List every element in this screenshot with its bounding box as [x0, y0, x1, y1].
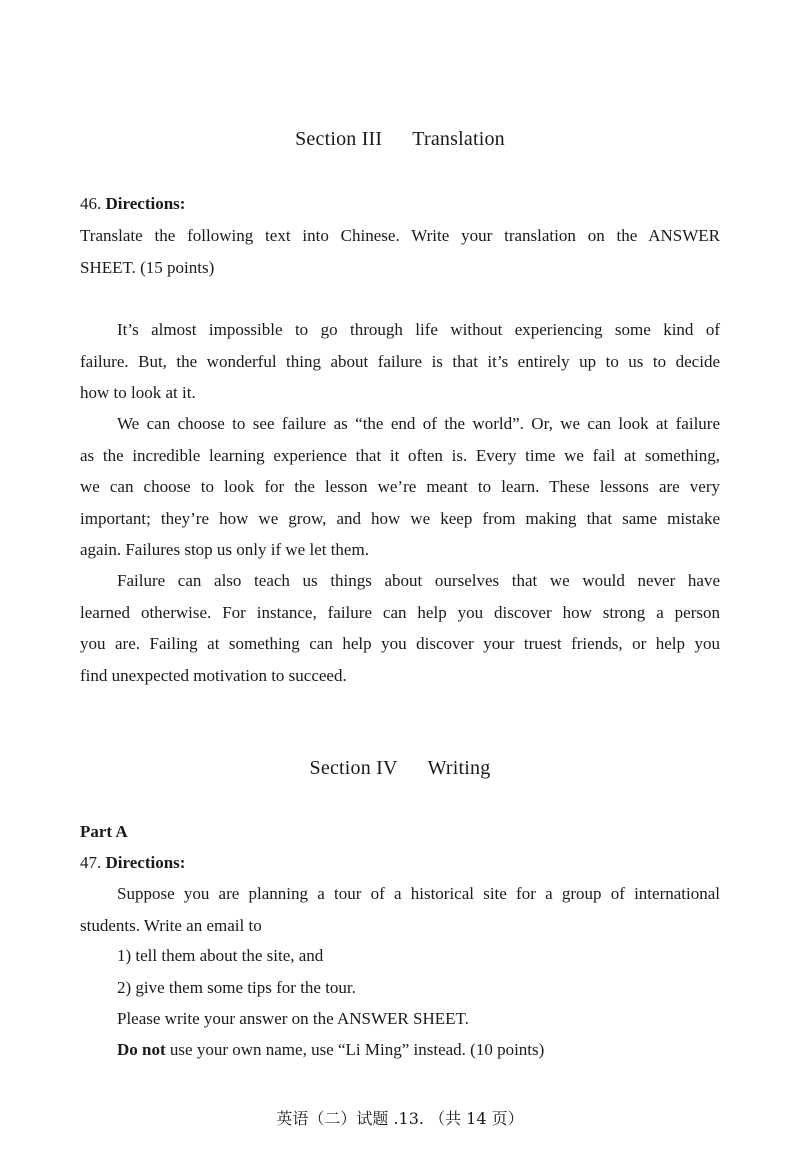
- section-3-number: Section III: [295, 128, 383, 150]
- passage-line: as the incredible learning experience that it often is. Every time we fail at something,: [80, 446, 720, 465]
- section-4-heading: [0, 757, 800, 780]
- q47-line: students. Write an email to: [80, 916, 262, 935]
- q47-final-instruction: Do not use your own name, use “Li Ming” instead. (10 points): [117, 1040, 545, 1059]
- q47-directions-label: Directions:: [105, 853, 186, 872]
- q46-directions-heading: [80, 194, 720, 214]
- part-a-heading: Part A: [80, 822, 128, 841]
- q47-directions-heading: [80, 853, 720, 873]
- passage-line: Failure can also teach us things about ourselves that we would never have: [117, 571, 720, 590]
- passage-line: failure. But, the wonderful thing about failure is that it’s entirely up to us to decide: [80, 352, 720, 371]
- q46-instruction-line: Translate the following text into Chinese. Write your translation on the ANSWER: [80, 226, 720, 245]
- section-4-title: Writing: [427, 757, 491, 779]
- passage-line: We can choose to see failure as “the end of the world”. Or, we can look at failure: [117, 414, 720, 433]
- q47-line: Suppose you are planning a tour of a historical site for a group of international: [117, 884, 720, 903]
- passage-line: we can choose to look for the lesson we’re meant to learn. These lessons are very: [80, 477, 720, 496]
- q46-number: 46.: [80, 194, 102, 213]
- q47-line: Please write your answer on the ANSWER SHEET.: [117, 1009, 469, 1028]
- passage-line: important; they’re how we grow, and how we keep from making that same mistake: [80, 509, 720, 528]
- passage-line: how to look at it.: [80, 383, 196, 402]
- section-3-heading: [0, 128, 800, 151]
- q47-number: 47.: [80, 853, 102, 872]
- q47-task-item: 1) tell them about the site, and: [117, 946, 324, 965]
- passage-line: again. Failures stop us only if we let them.: [80, 540, 369, 559]
- q46-directions-label: Directions:: [105, 194, 186, 213]
- q47-task-item: 2) give them some tips for the tour.: [117, 978, 356, 997]
- passage-line: learned otherwise. For instance, failure can help you discover how strong a person: [80, 603, 720, 622]
- passage-line: you are. Failing at something can help you discover your truest friends, or help you: [80, 634, 720, 653]
- section-4-number: Section IV: [309, 757, 398, 779]
- page-footer: 英语（二）试题 .13. （共 14 页）: [276, 1109, 524, 1128]
- section-3-title: Translation: [412, 128, 505, 150]
- passage-line: find unexpected motivation to succeed.: [80, 666, 347, 685]
- do-not-emphasis: Do not: [117, 1040, 166, 1059]
- passage-line: It’s almost impossible to go through life without experiencing some kind of: [117, 320, 720, 339]
- q46-instruction-line: SHEET. (15 points): [80, 258, 215, 277]
